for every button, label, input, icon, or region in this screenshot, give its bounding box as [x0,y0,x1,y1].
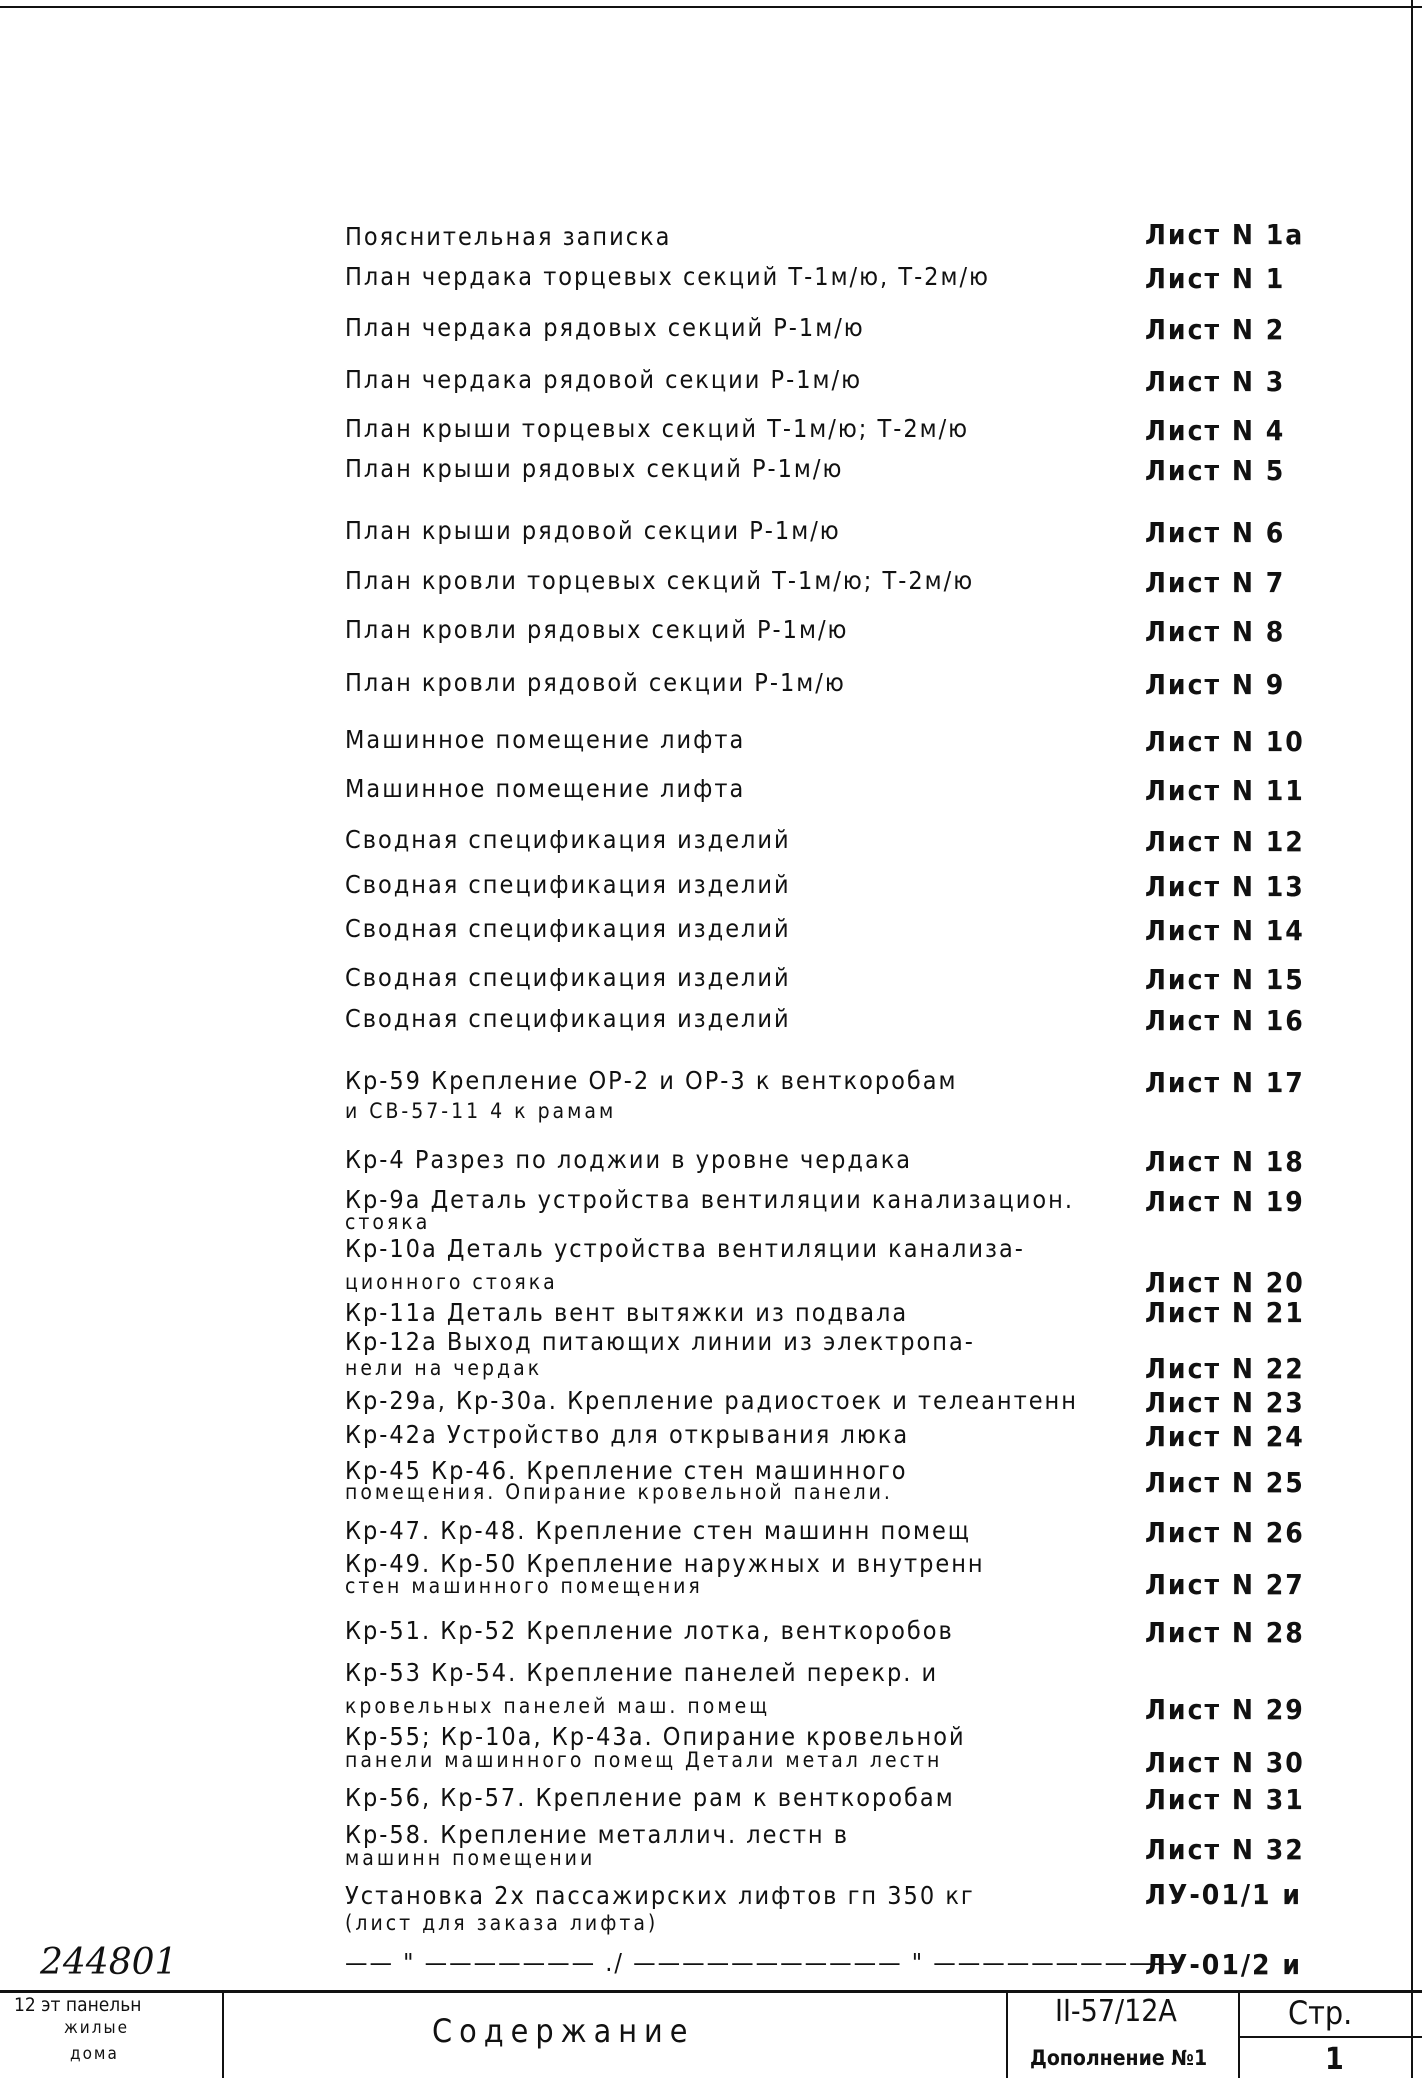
entry-sheet-number: Лист N 18 [1145,1145,1305,1178]
entry-sheet-number: Лист N 17 [1145,1066,1305,1099]
entry-sheet-number: Лист N 26 [1145,1516,1305,1549]
entry-title: Установка 2х пассажирских лифтов гп 350 кг [345,1881,975,1910]
series-code: II-57/12А [1055,1994,1177,2029]
entry-title-continuation: кровельных панелей маш. помещ [345,1694,770,1718]
entry-title: Кр-29а, Кр-30а. Крепление радиостоек и телеантенн [345,1386,1078,1415]
supplement-label: Дополнение №1 [1030,2046,1208,2070]
entry-title: План кровли торцевых секций Т-1м/ю; Т-2м/ю [345,566,975,595]
entry-title: Машинное помещение лифта [345,774,746,803]
entry-sheet-number: Лист N 10 [1145,725,1305,758]
entry-sheet-number: Лист N 1 [1145,262,1286,295]
entry-title: План кровли рядовых секций Р-1м/ю [345,615,849,644]
building-type-line: жилые [64,2018,129,2038]
top-border [0,6,1422,8]
page-number: 1 [1325,2042,1344,2077]
entry-title-continuation: машинн помещении [345,1846,596,1870]
entry-title: Кр-9а Деталь устройства вентиляции канализацион. [345,1185,1074,1214]
entry-title: План чердака рядовой секции Р-1м/ю [345,365,863,394]
entry-sheet-number: ЛУ-01/1 и [1145,1878,1303,1911]
entry-title: Сводная спецификация изделий [345,825,791,854]
entry-title: План чердака рядовых секций Р-1м/ю [345,313,865,342]
entry-sheet-number: Лист N 20 [1145,1266,1305,1299]
entry-title: Кр-10а Деталь устройства вентиляции канализа- [345,1234,1025,1263]
entry-title: —— " ——————— ./ ——————————— " —————————— [345,1948,1179,1977]
entry-sheet-number: Лист N 2 [1145,313,1286,346]
entry-sheet-number: Лист N 25 [1145,1466,1305,1499]
entry-sheet-number: Лист N 3 [1145,365,1286,398]
entry-title-continuation: стен машинного помещения [345,1574,703,1598]
entry-sheet-number: ЛУ-01/2 и [1145,1948,1303,1981]
entry-sheet-number: Лист N 4 [1145,414,1286,447]
title-block-divider [1238,1990,1240,2078]
title-block-top-line [0,1990,1422,1993]
entry-sheet-number: Лист N 31 [1145,1783,1305,1816]
entry-title-continuation: (лист для заказа лифта) [345,1911,659,1935]
entry-title-continuation: стояка [345,1210,431,1234]
entry-sheet-number: Лист N 12 [1145,825,1305,858]
entry-title: Кр-42а Устройство для открывания люка [345,1420,910,1449]
entry-sheet-number: Лист N 19 [1145,1185,1305,1218]
entry-title: План крыши рядовой секции Р-1м/ю [345,516,841,545]
entry-sheet-number: Лист N 15 [1145,963,1305,996]
entry-title-continuation: ционного стояка [345,1270,558,1294]
entry-sheet-number: Лист N 29 [1145,1693,1305,1726]
entry-sheet-number: Лист N 27 [1145,1568,1305,1601]
entry-title: Кр-53 Кр-54. Крепление панелей перекр. и [345,1658,939,1687]
entry-sheet-number: Лист N 24 [1145,1420,1305,1453]
entry-title: Кр-51. Кр-52 Крепление лотка, венткоробов [345,1616,954,1645]
entry-title-continuation: и СВ-57-11 4 к рамам [345,1099,617,1123]
entry-title: Машинное помещение лифта [345,725,746,754]
entry-title: Кр-55; Кр-10а, Кр-43а. Опирание кровельной [345,1722,966,1751]
entry-sheet-number: Лист N 22 [1145,1352,1305,1385]
building-type-line: дома [70,2044,119,2064]
entry-title: Сводная спецификация изделий [345,914,791,943]
entry-sheet-number: Лист N 28 [1145,1616,1305,1649]
right-border [1411,0,1413,2078]
document-title: Содержание [432,2012,695,2050]
entry-sheet-number: Лист N 6 [1145,516,1286,549]
entry-title: Сводная спецификация изделий [345,963,791,992]
inventory-number: 244801 [40,1942,178,1983]
entry-sheet-number: Лист N 11 [1145,774,1305,807]
entry-title: Кр-59 Крепление ОР-2 и ОР-3 к венткоробам [345,1066,958,1095]
title-block-divider [1006,1990,1008,2078]
entry-title: Пояснительная записка [345,222,672,251]
entry-title: Кр-49. Кр-50 Крепление наружных и внутренн [345,1549,985,1578]
entry-title: Кр-56, Кр-57. Крепление рам к венткоробам [345,1783,955,1812]
entry-sheet-number: Лист N 13 [1145,870,1305,903]
entry-title: Кр-45 Кр-46. Крепление стен машинного [345,1456,908,1485]
entry-sheet-number: Лист N 5 [1145,454,1286,487]
entry-sheet-number: Лист N 32 [1145,1833,1305,1866]
entry-title: Кр-58. Крепление металлич. лестн в [345,1820,850,1849]
entry-title: План крыши торцевых секций Т-1м/ю; Т-2м/ю [345,414,970,443]
entry-sheet-number: Лист N 1а [1145,218,1305,251]
entry-sheet-number: Лист N 21 [1145,1296,1305,1329]
entry-title-continuation: помещения. Опирание кровельной панели. [345,1480,893,1504]
entry-title: Кр-4 Разрез по лоджии в уровне чердака [345,1145,913,1174]
entry-sheet-number: Лист N 30 [1145,1746,1305,1779]
entry-sheet-number: Лист N 14 [1145,914,1305,947]
entry-title: План кровли рядовой секции Р-1м/ю [345,668,846,697]
entry-title-continuation: нели на чердак [345,1356,543,1380]
entry-title: Сводная спецификация изделий [345,1004,791,1033]
entry-sheet-number: Лист N 8 [1145,615,1286,648]
entry-title: Сводная спецификация изделий [345,870,791,899]
entry-title: Кр-11а Деталь вент вытяжки из подвала [345,1298,909,1327]
entry-sheet-number: Лист N 16 [1145,1004,1305,1037]
entry-title: Кр-12а Выход питающих линии из электропа- [345,1327,975,1356]
entry-title: Кр-47. Кр-48. Крепление стен машинн помещ [345,1516,971,1545]
page-label: Стр. [1288,1994,1353,2032]
entry-sheet-number: Лист N 7 [1145,566,1286,599]
entry-title-continuation: панели машинного помещ Детали метал лестн [345,1748,943,1772]
building-type-line: 12 эт панельн [14,1994,142,2016]
title-block-divider [1238,2036,1422,2038]
entry-title: План крыши рядовых секций Р-1м/ю [345,454,844,483]
title-block-divider [222,1990,224,2078]
entry-sheet-number: Лист N 23 [1145,1386,1305,1419]
entry-sheet-number: Лист N 9 [1145,668,1286,701]
entry-title: План чердака торцевых секций Т-1м/ю, Т-2м/ю [345,262,990,291]
